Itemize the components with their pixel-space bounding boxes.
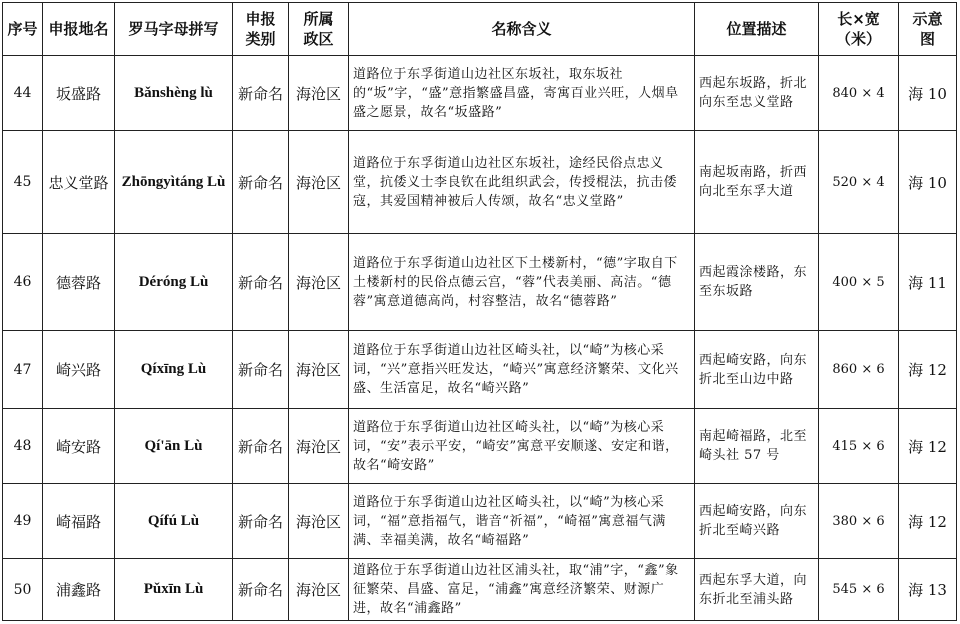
row-no: 46 (3, 234, 43, 331)
road-map-ref: 海 10 (899, 56, 957, 131)
table-row (3, 331, 957, 409)
road-size: 415 × 6 (819, 409, 899, 484)
table-row (3, 559, 957, 621)
road-category: 新命名 (233, 409, 289, 484)
road-name: 崎兴路 (43, 331, 115, 409)
road-pinyin: Pǔxīn Lù (115, 559, 233, 621)
header-location: 位置描述 (695, 3, 819, 56)
header-district: 所属政区 (289, 3, 349, 56)
road-map-ref: 海 11 (899, 234, 957, 331)
header-size: 长×宽（米） (819, 3, 899, 56)
road-district: 海沧区 (289, 559, 349, 621)
road-meaning: 道路位于东孚街道山边社区崎头社，以“崎”为核心采词，“福”意指福气，谐音“祈福”，“崎福”寓意福气满满、幸福美满，故名“崎福路” (349, 484, 695, 559)
road-category: 新命名 (233, 559, 289, 621)
road-size: 520 × 4 (819, 131, 899, 234)
header-map: 示意图 (899, 3, 957, 56)
road-pinyin: Qífú Lù (115, 484, 233, 559)
road-district: 海沧区 (289, 56, 349, 131)
row-no: 50 (3, 559, 43, 621)
road-district: 海沧区 (289, 131, 349, 234)
row-no: 48 (3, 409, 43, 484)
road-map-ref: 海 12 (899, 484, 957, 559)
road-pinyin: Déróng Lù (115, 234, 233, 331)
road-meaning: 道路位于东孚街道山边社区东坂社，途经民俗点忠义堂，抗倭义士李良钦在此组织武会，传授棍法，抗击倭寇，其爱国精神被后人传颂，故名“忠义堂路” (349, 131, 695, 234)
table-row (3, 409, 957, 484)
header-no: 序号 (3, 3, 43, 56)
road-district: 海沧区 (289, 234, 349, 331)
place-name-table (2, 2, 957, 621)
road-size: 380 × 6 (819, 484, 899, 559)
road-size: 860 × 6 (819, 331, 899, 409)
header-pinyin: 罗马字母拼写 (115, 3, 233, 56)
road-name: 坂盛路 (43, 56, 115, 131)
road-meaning: 道路位于东孚街道山边社区东坂社，取东坂社的“坂”字，“盛”意指繁盛昌盛，寄寓百业兴旺，人烟阜盛之愿景，故名“坂盛路” (349, 56, 695, 131)
road-location: 西起崎安路，向东折北至崎兴路 (695, 484, 819, 559)
road-district: 海沧区 (289, 409, 349, 484)
row-no: 45 (3, 131, 43, 234)
road-name: 忠义堂路 (43, 131, 115, 234)
road-map-ref: 海 10 (899, 131, 957, 234)
road-location: 西起霞涂楼路，东至东坂路 (695, 234, 819, 331)
road-name: 浦鑫路 (43, 559, 115, 621)
table-row (3, 484, 957, 559)
road-meaning: 道路位于东孚街道山边社区下土楼新村，“德”字取自下土楼新村的民俗点德云宫，“蓉”代表美丽、高洁。“德蓉”寓意道德高尚，村容整洁，故名“德蓉路” (349, 234, 695, 331)
road-category: 新命名 (233, 331, 289, 409)
table-row (3, 56, 957, 131)
header-name: 申报地名 (43, 3, 115, 56)
road-location: 西起崎安路，向东折北至山边中路 (695, 331, 819, 409)
header-meaning: 名称含义 (349, 3, 695, 56)
road-location: 西起东坂路，折北向东至忠义堂路 (695, 56, 819, 131)
road-category: 新命名 (233, 484, 289, 559)
road-meaning: 道路位于东孚街道山边社区崎头社，以“崎”为核心采词，“兴”意指兴旺发达，“崎兴”寓意经济繁荣、文化兴盛、生活富足，故名“崎兴路” (349, 331, 695, 409)
road-meaning: 道路位于东孚街道山边社区浦头社，取“浦”字，“鑫”象征繁荣、昌盛、富足，“浦鑫”寓意经济繁荣、财源广进，故名“浦鑫路” (349, 559, 695, 621)
road-pinyin: Qíxīng Lù (115, 331, 233, 409)
road-district: 海沧区 (289, 331, 349, 409)
road-size: 400 × 5 (819, 234, 899, 331)
road-size: 545 × 6 (819, 559, 899, 621)
road-map-ref: 海 13 (899, 559, 957, 621)
row-no: 47 (3, 331, 43, 409)
road-name: 崎安路 (43, 409, 115, 484)
table-header-row (3, 3, 957, 56)
header-category: 申报类别 (233, 3, 289, 56)
road-category: 新命名 (233, 131, 289, 234)
road-district: 海沧区 (289, 484, 349, 559)
road-category: 新命名 (233, 234, 289, 331)
road-location: 西起东孚大道，向东折北至浦头路 (695, 559, 819, 621)
road-size: 840 × 4 (819, 56, 899, 131)
road-map-ref: 海 12 (899, 409, 957, 484)
table-row (3, 131, 957, 234)
road-meaning: 道路位于东孚街道山边社区崎头社，以“崎”为核心采词，“安”表示平安，“崎安”寓意平安顺遂、安定和谐，故名“崎安路” (349, 409, 695, 484)
road-name: 德蓉路 (43, 234, 115, 331)
row-no: 49 (3, 484, 43, 559)
road-pinyin: Zhōngyìtáng Lù (115, 131, 233, 234)
road-category: 新命名 (233, 56, 289, 131)
road-location: 南起坂南路，折西向北至东孚大道 (695, 131, 819, 234)
road-location: 南起崎福路，北至崎头社 57 号 (695, 409, 819, 484)
road-map-ref: 海 12 (899, 331, 957, 409)
road-name: 崎福路 (43, 484, 115, 559)
road-pinyin: Bǎnshèng lù (115, 56, 233, 131)
row-no: 44 (3, 56, 43, 131)
table-row (3, 234, 957, 331)
road-pinyin: Qí'ān Lù (115, 409, 233, 484)
